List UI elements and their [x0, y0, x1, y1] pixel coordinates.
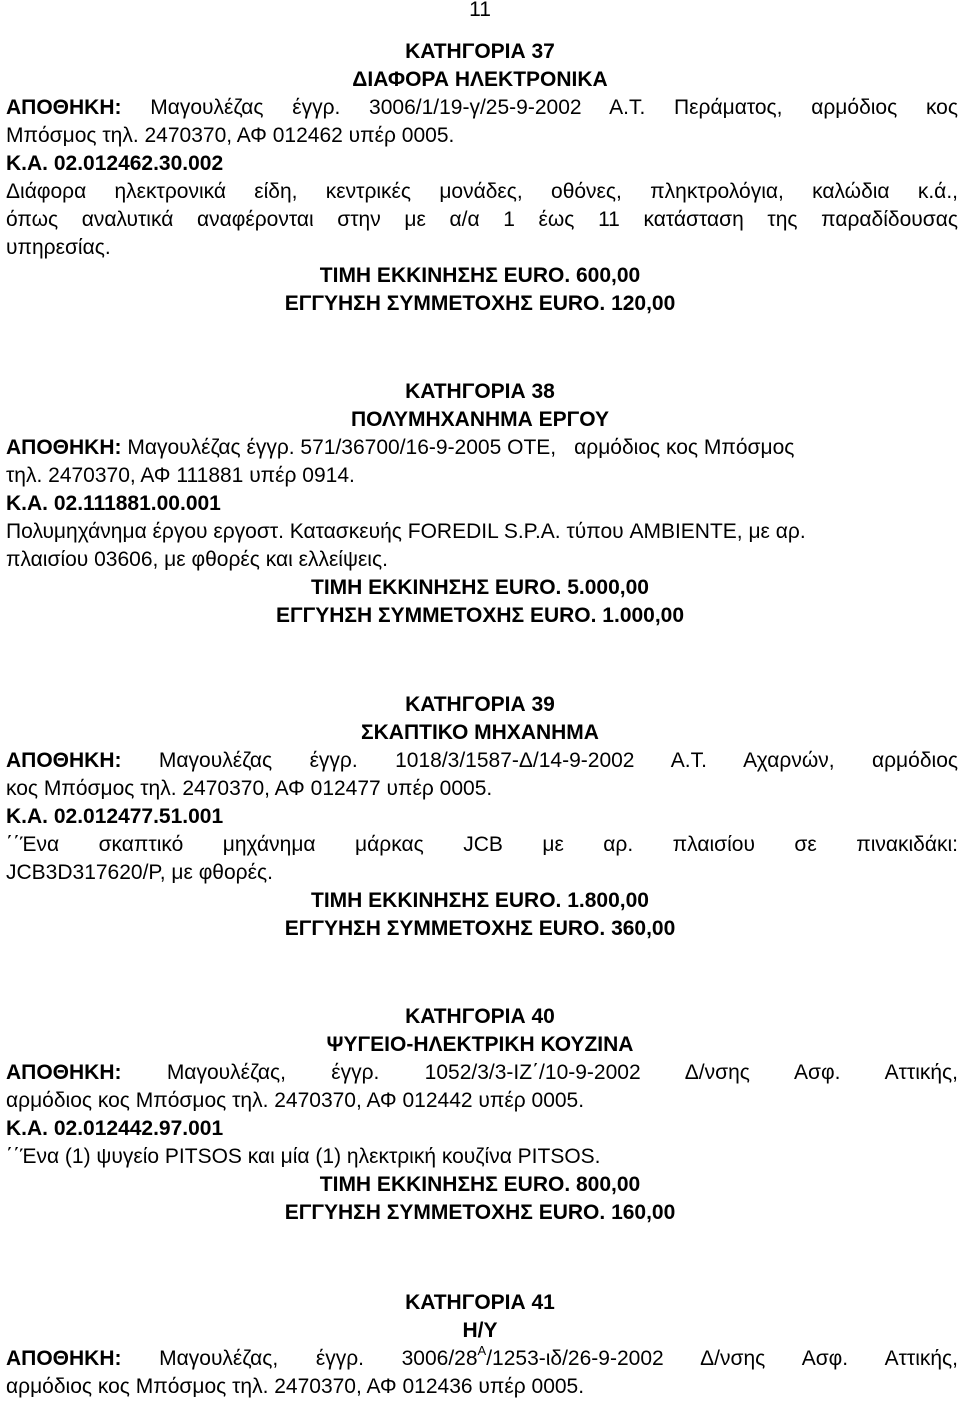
category-heading: ΚΑΤΗΓΟΡΙΑ 37 — [405, 40, 555, 63]
description-line: Πολυμηχάνημα έργου εργοστ. Κατασκευής FOREDIL S.P.A. τύπου AMBIENTE, με αρ. — [6, 520, 806, 543]
storage-line — [0, 1345, 960, 1373]
budget-code: Κ.Α. 02.012442.97.001 — [6, 1117, 224, 1140]
category-41 — [0, 1289, 960, 1401]
storage-line: κος Μπόσμος τηλ. 2470370, ΑΦ 012477 υπέρ 0005. — [6, 777, 493, 800]
category-40 — [0, 1003, 960, 1227]
category-heading: ΚΑΤΗΓΟΡΙΑ 40 — [405, 1005, 555, 1028]
storage-label: ΑΠΟΘΗΚΗ: — [6, 96, 122, 119]
description-line: Διάφορα ηλεκτρονικά είδη, κεντρικές μονάδες, οθόνες, πληκτρολόγια, καλώδια κ.ά., — [6, 180, 958, 203]
starting-price: ΤΙΜΗ ΕΚΚΙΝΗΣΗΣ EURO. 5.000,00 — [311, 576, 649, 599]
starting-price: ΤΙΜΗ ΕΚΚΙΝΗΣΗΣ EURO. 800,00 — [319, 1173, 641, 1196]
category-37 — [0, 38, 960, 318]
storage-text — [159, 1343, 958, 1370]
description-line: ΄΄Ένα σκαπτικό μηχάνημα μάρκας JCB με αρ. πλαισίου σε πινακιδάκι: — [6, 833, 958, 856]
storage-line — [0, 1059, 960, 1087]
storage-contact: αρμόδιος — [871, 749, 958, 772]
budget-code: Κ.Α. 02.111881.00.001 — [6, 492, 221, 515]
storage-line: Μπόσμος τηλ. 2470370, ΑΦ 012462 υπέρ 0005. — [6, 124, 455, 147]
category-39 — [0, 691, 960, 943]
starting-price: ΤΙΜΗ ΕΚΚΙΝΗΣΗΣ EURO. 600,00 — [319, 264, 641, 287]
storage-line: αρμόδιος κος Μπόσμος τηλ. 2470370, ΑΦ 012442 υπέρ 0005. — [6, 1089, 585, 1112]
category-heading: ΚΑΤΗΓΟΡΙΑ 38 — [405, 380, 555, 403]
description-line: όπως αναλυτικά αναφέρονται στην με α/α 1 έως 11 κατάσταση της παραδίδουσας — [6, 208, 958, 231]
description-line: JCB3D317620/P, με φθορές. — [6, 861, 273, 884]
category-title: ΠΟΛΥΜΗΧΑΝΗΜΑ ΕΡΓΟΥ — [350, 408, 610, 431]
budget-code: Κ.Α. 02.012477.51.001 — [6, 805, 224, 828]
participation-guarantee: ΕΓΓΥΗΣΗ ΣΥΜΜΕΤΟΧΗΣ EURO. 120,00 — [284, 292, 676, 315]
storage-text-part: /1253-ιδ/26-9-2002 Δ/νσης Ασφ. Αττικής, — [486, 1347, 958, 1370]
participation-guarantee: ΕΓΓΥΗΣΗ ΣΥΜΜΕΤΟΧΗΣ EURO. 1.000,00 — [275, 604, 685, 627]
participation-guarantee: ΕΓΓΥΗΣΗ ΣΥΜΜΕΤΟΧΗΣ EURO. 160,00 — [284, 1201, 676, 1224]
storage-label: ΑΠΟΘΗΚΗ: — [6, 749, 122, 772]
storage-text: Μαγουλέζας έγγρ. 3006/1/19-γ/25-9-2002 Α.Τ. Περάματος, αρμόδιος κος — [150, 96, 958, 119]
participation-guarantee: ΕΓΓΥΗΣΗ ΣΥΜΜΕΤΟΧΗΣ EURO. 360,00 — [284, 917, 676, 940]
storage-label: ΑΠΟΘΗΚΗ: — [6, 1347, 122, 1370]
storage-line — [0, 94, 960, 122]
category-title: ΣΚΑΠΤΙΚΟ ΜΗΧΑΝΗΜΑ — [361, 721, 599, 744]
category-title: ΨΥΓΕΙΟ-ΗΛΕΚΤΡΙΚΗ ΚΟΥΖΙΝΑ — [326, 1033, 634, 1056]
storage-text: Μαγουλέζας έγγρ. 1018/3/1587-Δ/14-9-2002 Α.Τ. Αχαρνών, — [158, 749, 835, 772]
storage-label: ΑΠΟΘΗΚΗ: — [6, 1061, 122, 1084]
description-line: ΄΄Ένα (1) ψυγείο PITSOS και μία (1) ηλεκτρική κουζίνα PITSOS. — [6, 1145, 601, 1168]
budget-code: Κ.Α. 02.012462.30.002 — [6, 152, 224, 175]
storage-label: ΑΠΟΘΗΚΗ: — [6, 436, 122, 459]
storage-line — [0, 434, 960, 462]
storage-text: Μαγουλέζας έγγρ. 571/36700/16-9-2005 ΟΤΕ, — [127, 436, 557, 459]
category-heading: ΚΑΤΗΓΟΡΙΑ 39 — [405, 693, 555, 716]
page-number: 11 — [469, 0, 491, 21]
starting-price: ΤΙΜΗ ΕΚΚΙΝΗΣΗΣ EURO. 1.800,00 — [311, 889, 649, 912]
description-line: πλαισίου 03606, με φθορές και ελλείψεις. — [6, 548, 388, 571]
storage-text-part: Μαγουλέζας, έγγρ. 3006/28 — [159, 1347, 478, 1370]
storage-text: Μαγουλέζας, έγγρ. 1052/3/3-ΙΖ΄/10-9-2002 Δ/νσης Ασφ. Αττικής, — [166, 1061, 958, 1084]
superscript: Α — [477, 1343, 487, 1358]
category-38 — [0, 378, 960, 630]
storage-line: αρμόδιος κος Μπόσμος τηλ. 2470370, ΑΦ 012436 υπέρ 0005. — [6, 1375, 585, 1398]
description-line: υπηρεσίας. — [6, 236, 111, 259]
storage-line — [0, 747, 960, 775]
category-title: Η/Υ — [462, 1319, 498, 1342]
category-title: ΔΙΑΦΟΡΑ ΗΛΕΚΤΡΟΝΙΚΑ — [352, 68, 608, 91]
category-heading: ΚΑΤΗΓΟΡΙΑ 41 — [405, 1291, 555, 1314]
storage-contact: αρμόδιος κος Μπόσμος — [574, 436, 795, 459]
storage-line: τηλ. 2470370, ΑΦ 111881 υπέρ 0914. — [6, 464, 355, 487]
